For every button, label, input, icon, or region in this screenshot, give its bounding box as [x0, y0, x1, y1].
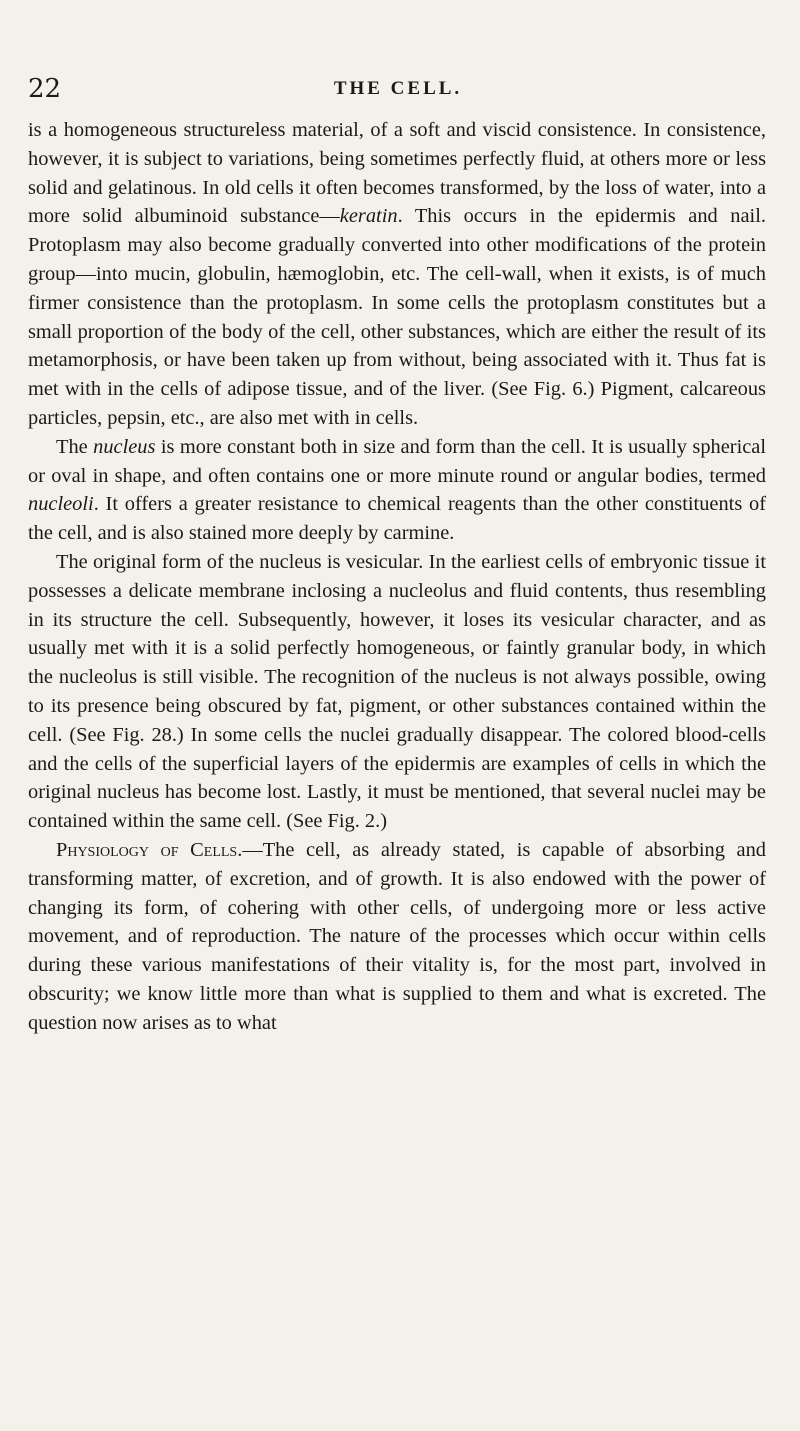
text-run: . This occurs in the epidermis and nail. Protoplasm may also become gradually converted into other modifications of the protein group—into mucin, globulin, hæmoglobin, etc. The cell-wall, when it exists, is of much firmer consistence than the protoplasm. In some cells the protoplasm constitutes but a small proportion of the body of the cell, other substances, which are either the result of its metamorphosis, or have been taken up from without, being associated with it. Thus fat is met with in the cells of adipose tissue, and of the liver. (See Fig. 6.) Pigment, calcareous particles, pepsin, etc., are also met with in cells. — [28, 205, 766, 429]
body-text — [28, 116, 766, 1038]
paragraph-physiology — [28, 836, 766, 1038]
page-header — [28, 74, 768, 108]
text-run: The original form of the nucleus is vesicular. In the earliest cells of embryonic tissue it possesses a delicate membrane inclosing a nucleolus and fluid contents, thus resembling in its structure the cell. Subsequently, however, it loses its vesicular character, and as usually met with it is a solid perfectly homogeneous, or faintly granular body, in which the nucleolus is still visible. The recognition of the nucleus is not always possible, owing to its presence being obscured by fat, pigment, or other substances contained within the cell. (See Fig. 28.) In some cells the nuclei gradually disappear. The colored blood-cells and the cells of the superficial layers of the epidermis are examples of cells in which the original nucleus has become lost. Lastly, it must be mentioned, that several nuclei may be contained within the same cell. (See Fig. 2.) — [28, 550, 766, 833]
paragraph-nucleus — [28, 433, 766, 548]
term-keratin: keratin — [339, 205, 398, 228]
running-title: THE CELL. — [333, 78, 463, 99]
page-number: 22 — [28, 74, 62, 104]
paragraph-nucleus-form — [28, 548, 766, 836]
text-run: . It offers a greater resistance to chemical reagents than the other constituents of the cell, and is also stained more deeply by carmine. — [28, 493, 766, 545]
section-heading-physiology: Physiology of Cells. — [56, 838, 243, 861]
text-run: is more constant both in size and form than the cell. It is usually spherical or oval in shape, and often contains one or more minute round or angular bodies, termed — [28, 435, 766, 487]
term-nucleus: nucleus — [93, 435, 156, 458]
term-nucleoli: nucleoli — [28, 493, 94, 516]
text-run: —The cell, as already stated, is capable of absorbing and transforming matter, of excretion, and of growth. It is also endowed with the power of changing its form, of cohering with other cells, of undergoing more or less active movement, and of reproduction. The nature of the processes which occur within cells during these various manifestations of their vitality is, for the most part, involved in obscurity; we know little more than what is supplied to them and what is excreted. The question now arises as to what — [28, 838, 767, 1034]
paragraph-protoplasm — [28, 116, 766, 433]
text-run: is a homogeneous structureless material, of a soft and viscid consistence. In consistence, however, it is subject to variations, being sometimes perfectly fluid, at others more or less solid and gelatinous. In old cells it often becomes transformed, by the loss of water, into a more solid albuminoid substance— — [28, 119, 766, 228]
text-run: The — [56, 435, 94, 458]
